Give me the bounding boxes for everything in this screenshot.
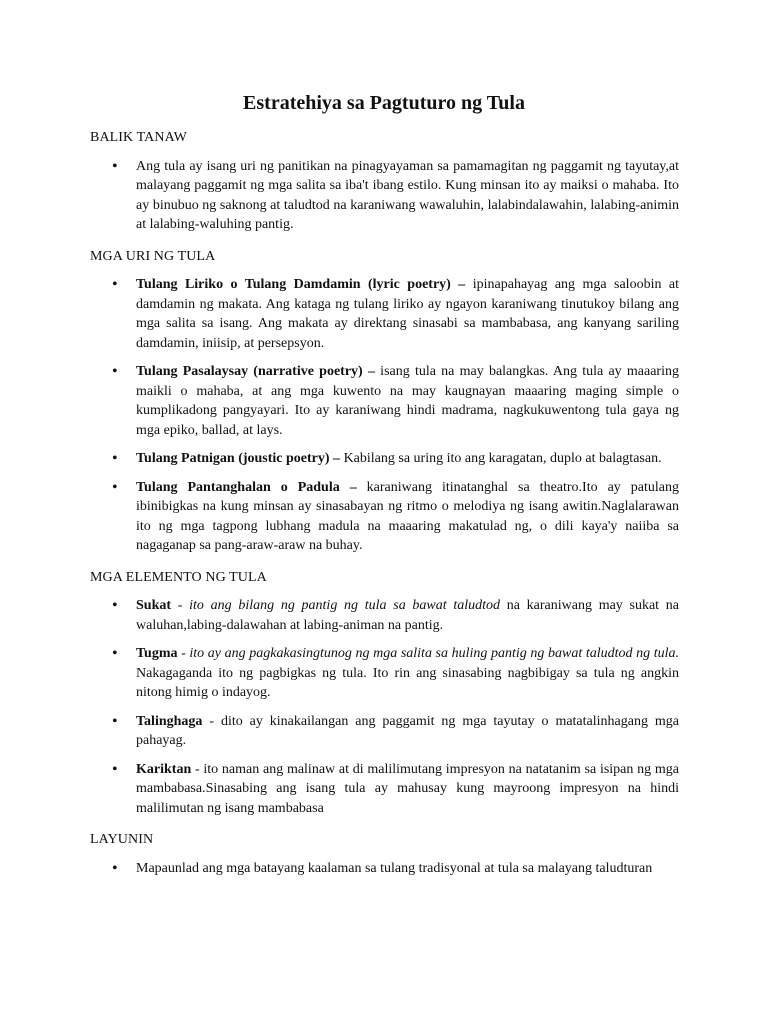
list-item [90,859,679,879]
list-item [90,644,679,703]
list-item [90,478,679,556]
item-term: Tugma [136,646,178,661]
item-text: Mapaunlad ang mga batayang kaalaman sa tulang tradisyonal at tula sa malayang taludturan [136,860,653,876]
item-text: ito naman ang malinaw at di malilimutang impresyon na natatanim sa isipan ng mga mambabasa.Sinasabing ang isang tula ay mahusay kung mayroong impresyon na hindi malilimutan ng isang mambabasa [136,761,679,816]
bullet-list [90,596,679,818]
list-item [90,712,679,751]
section-heading-balik-tanaw: BALIK TANAW [90,130,187,145]
item-separator: - [177,646,190,661]
item-text: ipinapahayag ang mga saloobin at damdamin ng makata. Ang kataga ng tulang liriko ay ngayon karaniwang tinutukoy bilang ang mga salita sa isang. Ang makata ay direktang sinasabi sa mambabasa, ang kanyang sariling damdamin, iniisip, at persepsyon. [136,277,680,351]
item-term: Sukat [136,598,172,613]
section-heading-mga-elemento-ng-tula: MGA ELEMENTO NG TULA [90,569,267,585]
page-title: Estratehiya sa Pagtuturo ng Tula [243,92,525,114]
list-item [90,275,679,353]
item-term: Tulang Pasalaysay (narrative poetry) – [136,364,375,379]
bullet-list [90,275,679,556]
list-item [90,362,679,440]
list-item [90,157,679,235]
section-heading-mga-uri-ng-tula: MGA URI NG TULA [90,248,216,264]
item-separator: - [202,713,221,729]
document-body [90,128,679,890]
item-term: Talinghaga [136,713,203,729]
item-separator: - [171,598,190,613]
item-term: Tulang Liriko o Tulang Damdamin (lyric poetry) – [136,277,466,292]
item-italic-definition: ito ang bilang ng pantig ng tula sa bawat taludtod [189,598,501,613]
section-heading-layunin: LAYUNIN [90,832,154,847]
item-separator: - [191,761,204,777]
item-text: isang tula na may balangkas. Ang tula ay maaaring maikli o mahaba, at ang mga kuwento na may kaugnayan maaaring maging simple o kumplikadong pangyayari. Ito ay karaniwang hindi madrama, nagkukuwentong tula gaya ng mga epiko, ballad, at lays. [136,364,679,438]
list-item [90,449,679,469]
list-item [90,760,679,819]
item-term: Tulang Patnigan (joustic poetry) – [136,451,341,466]
item-text: na karaniwang may sukat na waluhan,labing-dalawahan at labing-animan na pantig. [136,598,679,633]
item-italic-definition: ito ay ang pagkakasingtunog ng mga salita sa huling pantig ng bawat taludtod ng tula. [189,646,679,661]
item-term: Kariktan [136,761,192,777]
bullet-list [90,859,679,879]
item-text: dito ay kinakailangan ang paggamit ng mga tayutay o matatalinhagang mga pahayag. [136,713,679,748]
item-text: Ang tula ay isang uri ng panitikan na pinagyayaman sa pamamagitan ng paggamit ng tayutay,at malayang paggamit ng mga salita sa iba't ibang estilo. Kung minsan ito ay maiksi o mahaba. Ito ay binubuo ng saknong at taludtod na karaniwang wawaluhin, lalabindalawahin, lalabing-animin at lalabing-waluhing pantig. [136,158,679,232]
item-text: Kabilang sa uring ito ang karagatan, duplo at balagtasan. [340,451,662,466]
list-item [90,596,679,635]
bullet-list [90,157,679,235]
item-text: Nakagaganda ito ng pagbigkas ng tula. Ito rin ang sinasabing nagbibigay sa tula ng angkin nitong himig o indayog. [136,665,679,700]
item-text: karaniwang itinatanghal sa theatro.Ito ay patulang ibinibigkas na kung minsan ay sinasabayan ng ritmo o melodiya ng isang awitin.Naglalarawan ito ng mga tagpong lubhang madula na maaaring makatulad ng, o dili kaya'y naiiba sa nagaganap sa pang-araw-araw na buhay. [136,479,679,553]
item-term: Tulang Pantanghalan o Padula – [136,479,357,495]
